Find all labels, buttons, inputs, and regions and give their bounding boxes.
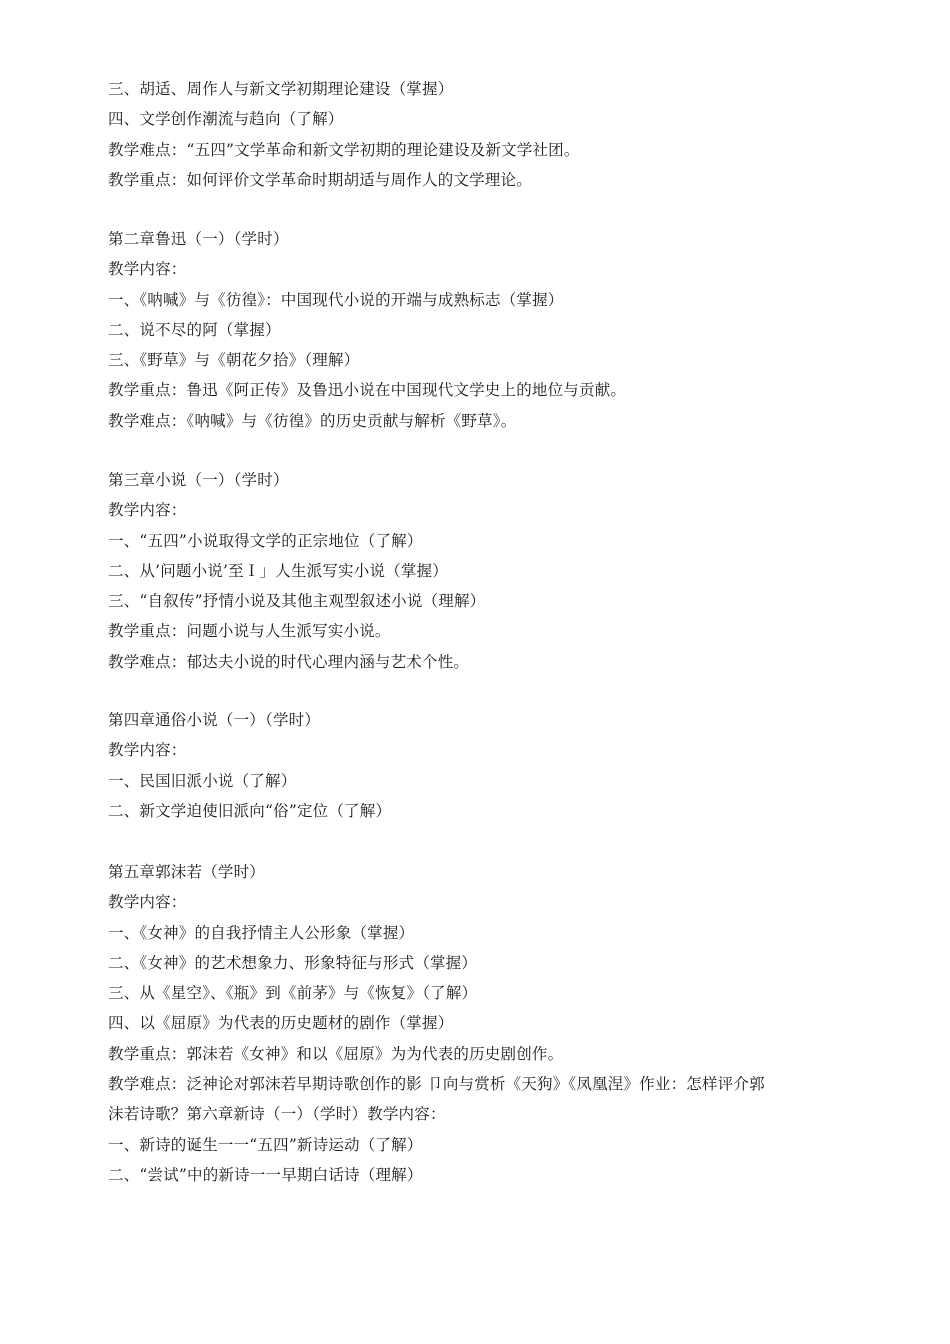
text-line: 一、《女神》的自我抒情主人公形象（掌握）	[108, 923, 415, 942]
text-line: 教学重点：如何评价文学革命时期胡适与周作人的文学理论。	[108, 170, 532, 189]
chapter-4-popular-fiction	[108, 705, 838, 826]
text-line: 一、“五四”小说取得文学的正宗地位（了解）	[108, 531, 423, 550]
text-line: 三、《野草》与《朝花夕拾》（理解）	[108, 351, 360, 370]
text-line: 二、《女神》的艺术想象力、形象特征与形式（掌握）	[108, 953, 478, 972]
chapter-2-lu-xun	[108, 224, 838, 436]
text-line: 教学难点：泛神论对郭沫若早期诗歌创作的影 卩向与赏析《天狗》《凤凰涅》作业：怎样评介郭	[108, 1075, 765, 1094]
chapter-1-continuation	[108, 74, 838, 195]
text-line: 教学重点：郭沫若《女神》和以《屈原》为为代表的历史剧创作。	[108, 1044, 564, 1063]
text-line: 教学难点：“五四”文学革命和新文学初期的理论建设及新文学社团。	[108, 140, 580, 159]
text-line: 三、“自叙传”抒情小说及其他主观型叙述小说（理解）	[108, 592, 486, 611]
text-line: 教学重点：问题小说与人生派写实小说。	[108, 622, 391, 641]
text-line: 一、《呐喊》与《彷徨》：中国现代小说的开端与成熟标志（掌握）	[108, 290, 564, 309]
text-line: 教学难点：郁达夫小说的时代心理内涵与艺术个性。	[108, 652, 470, 671]
text-line: 二、“尝试”中的新诗一一早期白话诗（理解）	[108, 1165, 423, 1184]
text-line: 教学内容：	[108, 893, 187, 912]
text-line: 教学内容：	[108, 260, 187, 279]
chapter-3-fiction	[108, 465, 838, 677]
text-line: 二、从’问题小说’至Ｉ」人生派写实小说（掌握）	[108, 561, 448, 580]
text-line: 教学内容：	[108, 501, 187, 520]
text-line: 四、文学创作潮流与趋向（了解）	[108, 110, 344, 129]
text-line: 教学难点：《呐喊》与《彷徨》的历史贡献与解析《野草》。	[108, 411, 517, 430]
text-line: 教学重点：鲁迅《阿正传》及鲁迅小说在中国现代文学史上的地位与贡献。	[108, 381, 627, 400]
chapter-heading: 第二章鲁迅（一）（学时）	[108, 230, 289, 248]
text-line: 四、以《屈原》为代表的历史题材的剧作（掌握）	[108, 1014, 454, 1033]
text-line: 三、从《星空》、《瓶》到《前茅》与《恢复》（了解）	[108, 984, 478, 1003]
text-line: 教学内容：	[108, 741, 187, 760]
chapter-5-guo-moruo	[108, 857, 838, 1190]
chapter-heading: 第五章郭沫若（学时）	[108, 863, 266, 881]
text-line: 二、说不尽的阿（掌握）	[108, 320, 281, 339]
text-line: 二、新文学迫使旧派向“俗”定位（了解）	[108, 801, 392, 820]
text-line: 一、民国旧派小说（了解）	[108, 771, 297, 790]
text-line: 一、新诗的诞生一一“五四”新诗运动（了解）	[108, 1135, 423, 1154]
text-line: 沫若诗歌？第六章新诗（一）（学时）教学内容：	[108, 1105, 446, 1124]
chapter-heading: 第三章小说（一）（学时）	[108, 471, 289, 489]
text-line: 三、胡适、周作人与新文学初期理论建设（掌握）	[108, 80, 454, 98]
chapter-heading: 第四章通俗小说（一）（学时）	[108, 711, 321, 729]
